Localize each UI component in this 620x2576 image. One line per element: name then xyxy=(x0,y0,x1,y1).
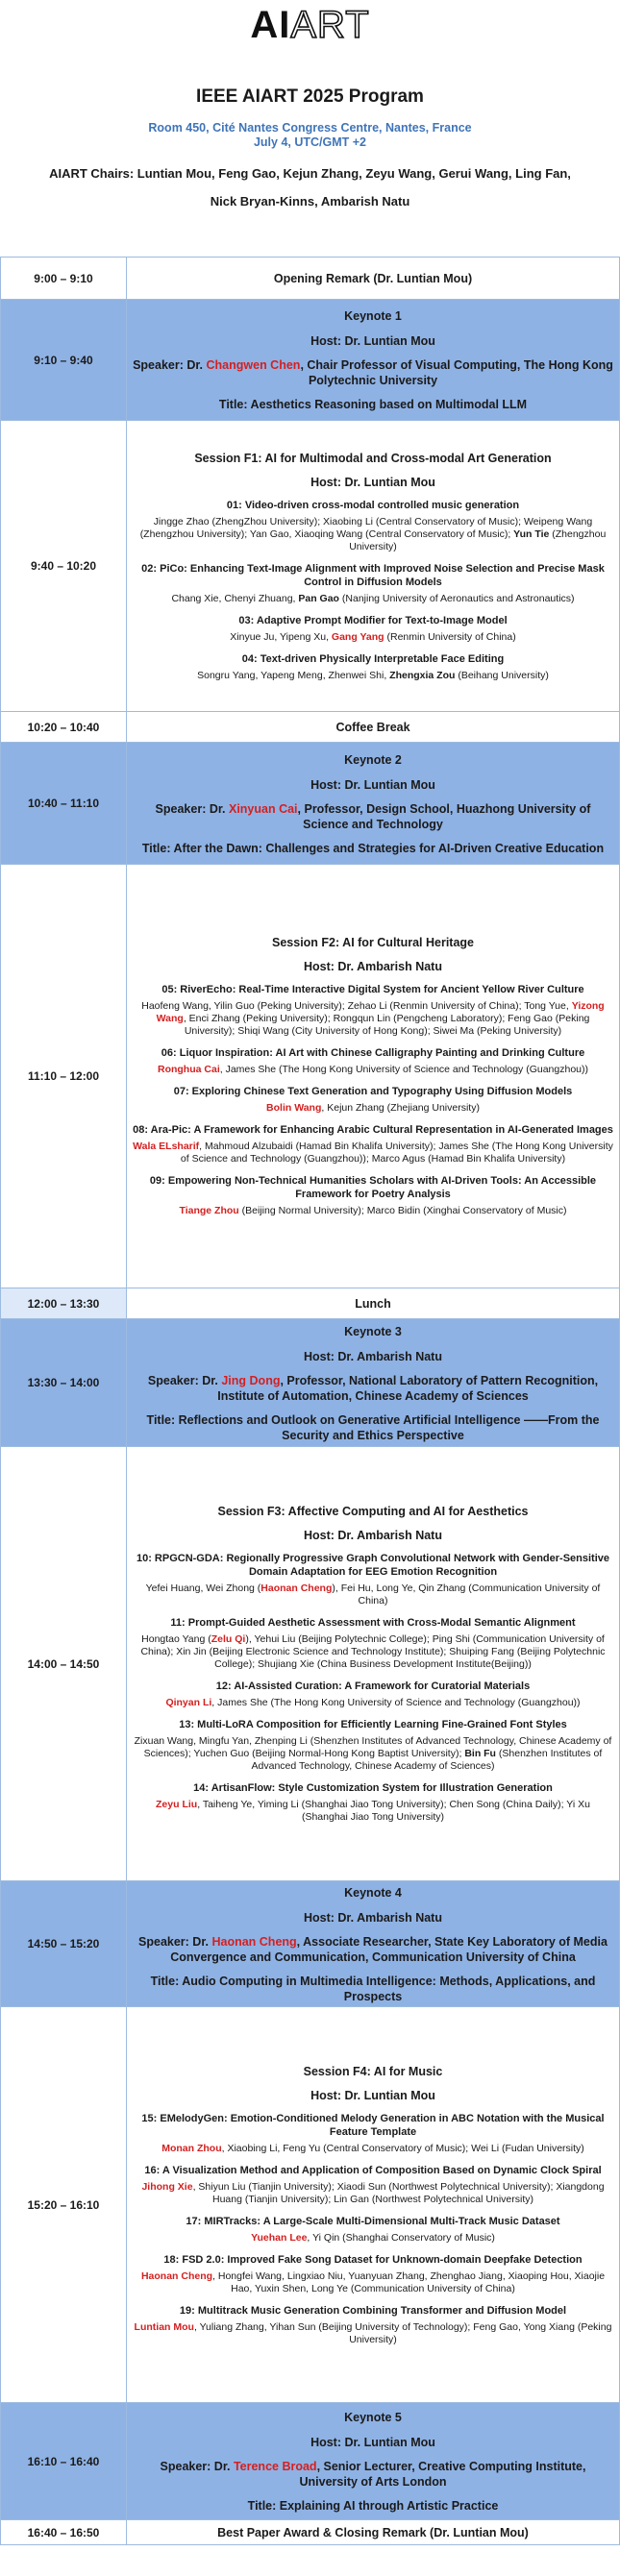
keynote-talk-title: Title: Audio Computing in Multimedia Intelligence: Methods, Applications, and Prospects xyxy=(150,1974,596,2003)
keynote-cell xyxy=(127,2403,620,2520)
paper-title: 16: A Visualization Method and Application of Composition Based on Dynamic Clock Spiral xyxy=(144,2164,602,2176)
paper-authors xyxy=(132,1633,614,1671)
paper-title: 11: Prompt-Guided Aesthetic Assessment with Cross-Modal Semantic Alignment xyxy=(170,1617,576,1629)
keynote-host: Host: Dr. Ambarish Natu xyxy=(303,1910,442,1925)
authors-text: (Renmin University of China) xyxy=(384,630,516,643)
opening-remark: Opening Remark (Dr. Luntian Mou) xyxy=(127,258,620,300)
paper-title: 05: RiverEcho: Real-Time Interactive Digital System for Ancient Yellow River Culture xyxy=(161,984,584,995)
row-session-f3 xyxy=(1,1447,620,1881)
paper-title: 09: Empowering Non-Technical Humanities Scholars with AI-Driven Tools: An Accessible Framework for Poetry Analysis xyxy=(149,1175,597,1200)
chairs-line-1: AIART Chairs: Luntian Mou, Feng Gao, Kejun Zhang, Zeyu Wang, Gerui Wang, Ling Fan, xyxy=(49,166,571,181)
speaker-affiliation: , Professor, Design School, Huazhong University of Science and Technology xyxy=(297,801,591,831)
session-cell xyxy=(127,2007,620,2403)
time-cell: 16:40 – 16:50 xyxy=(1,2520,127,2545)
time-cell: 9:00 – 9:10 xyxy=(1,258,127,300)
paper-authors xyxy=(132,593,614,605)
paper-authors xyxy=(132,2270,614,2295)
paper-authors xyxy=(132,1205,614,1217)
session-title: Session F2: AI for Cultural Heritage xyxy=(272,936,474,949)
row-keynote-2 xyxy=(1,743,620,865)
session-host: Host: Dr. Luntian Mou xyxy=(310,2088,435,2102)
time-cell: 9:40 – 10:20 xyxy=(1,421,127,712)
paper-authors xyxy=(132,1102,614,1115)
session-title: Session F3: Affective Computing and AI for Aesthetics xyxy=(217,1505,529,1518)
presenter-name: Luntian Mou xyxy=(134,2320,194,2333)
speaker-name: Xinyuan Cai xyxy=(228,801,298,816)
paper-authors xyxy=(132,2232,614,2245)
row-coffee-break xyxy=(1,712,620,743)
authors-text: , James She (The Hong Kong University of Science and Technology (Guangzhou)) xyxy=(219,1064,588,1075)
keynote-cell xyxy=(127,300,620,421)
speaker-prefix: Speaker: Dr. xyxy=(160,2460,234,2473)
paper-title: 04: Text-driven Physically Interpretable Face Editing xyxy=(241,652,505,665)
authors-text: (Beijing Normal University); Marco Bidin (Xinghai Conservatory of Music) xyxy=(238,1205,567,1216)
paper-authors xyxy=(132,1735,614,1773)
program-table xyxy=(0,257,620,2545)
presenter-name: Zhengxia Zou xyxy=(389,669,456,681)
time-cell: 10:20 – 10:40 xyxy=(1,712,127,743)
presenter-name: Ronghua Cai xyxy=(157,1064,220,1075)
lunch-break: Lunch xyxy=(127,1288,620,1319)
speaker-name: Terence Broad xyxy=(233,2460,317,2473)
presenter-name: Qinyan Li xyxy=(165,1697,212,1708)
session-host: Host: Dr. Ambarish Natu xyxy=(303,1529,442,1542)
speaker-affiliation: , Chair Professor of Visual Computing, The Hong Kong Polytechnic University xyxy=(300,358,613,387)
presenter-name: Bolin Wang xyxy=(266,1102,322,1114)
keynote-talk-title: Title: Reflections and Outlook on Generative Artificial Intelligence ——From the Security and Ethics Perspective xyxy=(146,1412,600,1442)
presenter-name: Monan Zhou xyxy=(161,2142,222,2154)
speaker-affiliation: , Professor, National Laboratory of Pattern Recognition, Institute of Automation, Chinese Academy of Sciences xyxy=(217,1373,599,1403)
speaker-name: Haonan Cheng xyxy=(211,1934,297,1949)
keynote-cell xyxy=(127,1319,620,1447)
time-cell: 15:20 – 16:10 xyxy=(1,2007,127,2403)
time-cell: 9:10 – 9:40 xyxy=(1,300,127,421)
authors-text: , Hongfei Wang, Lingxiao Niu, Yuanyuan Zhang, Zhenghao Jiang, Xiaoping Hou, Xiaojie Hao, Yuxin Shen, Long Ye (Communication University of China) xyxy=(212,2269,606,2294)
paper-title: 12: AI-Assisted Curation: A Framework for Curatorial Materials xyxy=(215,1681,531,1692)
speaker-prefix: Speaker: Dr. xyxy=(138,1934,212,1949)
authors-text: (Shenzhen Institutes of Advanced Technology, Chinese Academy of Sciences) xyxy=(251,1748,603,1772)
session-title: Session F1: AI for Multimodal and Cross-modal Art Generation xyxy=(194,451,552,465)
venue-date: July 4, UTC/GMT +2 xyxy=(253,135,367,149)
presenter-name: Yuehan Lee xyxy=(251,2231,308,2244)
row-session-f2 xyxy=(1,865,620,1288)
presenter-name: Tiange Zhou xyxy=(179,1205,239,1216)
paper-title: 18: FSD 2.0: Improved Fake Song Dataset for Unknown-domain Deepfake Detection xyxy=(163,2253,583,2266)
authors-text: Songru Yang, Yapeng Meng, Zhenwei Shi, xyxy=(197,669,390,681)
session-cell xyxy=(127,421,620,712)
authors-text: ), Yehui Liu (Beijing Polytechnic College); Ping Shi (Communication University of China); Xin Jin (Beijing Electronic Science and Technology Institute); Shuiping Fang (Beijing Polytechnic College); Shujiang Xie (China Business Development Institute(Beijing)) xyxy=(140,1633,606,1670)
authors-text: , Shiyun Liu (Tianjin University); Xiaodi Sun (Northwest Polytechnical University); Xiangdong Huang (Tianjin University); Lin Gan (Northwest Polytechnical University) xyxy=(192,2180,605,2205)
presenter-name: Haonan Cheng xyxy=(140,2269,213,2282)
keynote-title: Keynote 4 xyxy=(344,1885,402,1900)
presenter-name: Gang Yang xyxy=(331,630,384,643)
keynote-talk-title: Title: After the Dawn: Challenges and Strategies for AI-Driven Creative Education xyxy=(141,841,605,855)
paper-authors xyxy=(132,2181,614,2206)
time-cell: 16:10 – 16:40 xyxy=(1,2403,127,2520)
presenter-name: Zelu Qi xyxy=(211,1633,246,1645)
presenter-name: Wala ELsharif xyxy=(133,1141,200,1152)
row-session-f1 xyxy=(1,421,620,712)
row-keynote-1 xyxy=(1,300,620,421)
row-closing xyxy=(1,2520,620,2545)
speaker-affiliation: , Associate Researcher, State Key Laboratory of Media Convergence and Communication, Communication University of China xyxy=(170,1934,608,1964)
paper-authors xyxy=(132,670,614,682)
paper-authors xyxy=(132,2321,614,2346)
authors-text: (Zhengzhou University) xyxy=(349,527,607,552)
paper-authors xyxy=(132,1141,614,1165)
page-title: IEEE AIART 2025 Program xyxy=(196,86,424,107)
presenter-name: Yun Tie xyxy=(513,527,550,540)
venue-room: Room 450, Cité Nantes Congress Centre, Nantes, France xyxy=(148,121,472,135)
paper-title: 03: Adaptive Prompt Modifier for Text-to-Image Model xyxy=(238,614,508,626)
authors-text: Yefei Huang, Wei Zhong ( xyxy=(145,1582,261,1594)
presenter-name: Pan Gao xyxy=(298,592,339,604)
presenter-name: Jihong Xie xyxy=(141,2180,193,2193)
authors-text: ), Fei Hu, Long Ye, Qin Zhang (Communication University of China) xyxy=(332,1582,601,1607)
keynote-speaker xyxy=(132,357,614,388)
session-title: Session F4: AI for Music xyxy=(303,2064,443,2078)
time-cell: 12:00 – 13:30 xyxy=(1,1288,127,1319)
row-keynote-4 xyxy=(1,1881,620,2007)
authors-text: Hongtao Yang ( xyxy=(141,1633,211,1645)
speaker-name: Jing Dong xyxy=(221,1373,281,1387)
authors-text: (Beihang University) xyxy=(455,669,549,681)
paper-authors xyxy=(132,1582,614,1607)
authors-text: , Kejun Zhang (Zhejiang University) xyxy=(321,1102,480,1114)
keynote-host: Host: Dr. Luntian Mou xyxy=(310,777,435,792)
paper-authors xyxy=(132,1697,614,1709)
row-session-f4 xyxy=(1,2007,620,2403)
keynote-speaker xyxy=(132,1373,614,1404)
time-cell: 14:50 – 15:20 xyxy=(1,1881,127,2007)
authors-text: , Enci Zhang (Peking University); Rongqun Lin (Pengcheng Laboratory); Feng Gao (Peking University); Shiqi Wang (City University of Hong Kong); Siwei Ma (Peking University) xyxy=(183,1013,590,1037)
speaker-prefix: Speaker: Dr. xyxy=(133,358,207,372)
aiart-logo xyxy=(0,0,620,46)
keynote-cell xyxy=(127,743,620,865)
keynote-cell xyxy=(127,1881,620,2007)
row-opening xyxy=(1,258,620,300)
paper-title: 15: EMelodyGen: Emotion-Conditioned Melody Generation in ABC Notation with the Musical Feature Template xyxy=(141,2112,605,2138)
keynote-title: Keynote 2 xyxy=(344,752,402,767)
paper-title: 10: RPGCN-GDA: Regionally Progressive Graph Convolutional Network with Gender-Sensitive Domain Adaptation for EEG Emotion Recognition xyxy=(136,1553,610,1578)
chairs-line-2: Nick Bryan-Kinns, Ambarish Natu xyxy=(210,194,410,209)
paper-authors xyxy=(132,1000,614,1038)
keynote-host: Host: Dr. Ambarish Natu xyxy=(303,1349,442,1363)
paper-authors xyxy=(132,631,614,644)
keynote-host: Host: Dr. Luntian Mou xyxy=(310,334,435,348)
keynote-title: Keynote 1 xyxy=(344,309,402,323)
authors-text: Jingge Zhao (ZhengZhou University); Xiaobing Li (Central Conservatory of Music); Weipeng Wang (Zhengzhou University); Yan Gao, Xiaoqing Wang (Central Conservatory of Music); xyxy=(139,515,593,540)
authors-text: , James She (The Hong Kong University of Science and Technology (Guangzhou)) xyxy=(211,1697,581,1708)
time-cell: 10:40 – 11:10 xyxy=(1,743,127,865)
time-cell: 11:10 – 12:00 xyxy=(1,865,127,1288)
speaker-name: Changwen Chen xyxy=(206,358,301,372)
time-cell: 13:30 – 14:00 xyxy=(1,1319,127,1447)
speaker-prefix: Speaker: Dr. xyxy=(155,801,229,816)
presenter-name: Haonan Cheng xyxy=(260,1582,333,1594)
paper-authors xyxy=(132,1064,614,1076)
authors-text: , Yi Qin (Shanghai Conservatory of Music) xyxy=(307,2231,495,2244)
paper-authors xyxy=(132,516,614,553)
keynote-speaker xyxy=(132,2459,614,2490)
authors-text: Zixuan Wang, Mingfu Yan, Zhenping Li (Shenzhen Institutes of Advanced Technology, Chinese Academy of Sciences); Yuchen Guo (Beijing Normal-Hong Kong Baptist University); xyxy=(134,1735,612,1759)
paper-title: 13: Multi-LoRA Composition for Efficiently Learning Fine-Grained Font Styles xyxy=(179,1719,567,1730)
paper-title: 06: Liquor Inspiration: AI Art with Chinese Calligraphy Painting and Drinking Culture xyxy=(161,1047,585,1059)
chairs-list xyxy=(0,159,620,215)
row-keynote-5 xyxy=(1,2403,620,2520)
presenter-name: Bin Fu xyxy=(464,1748,496,1759)
keynote-title: Keynote 5 xyxy=(344,2411,402,2424)
paper-title: 07: Exploring Chinese Text Generation and Typography Using Diffusion Models xyxy=(173,1086,573,1097)
authors-text: , Mahmoud Alzubaidi (Hamad Bin Khalifa University); James She (The Hong Kong University of Science and Technology (Guangzhou)); Marco Agus (Hamad Bin Khalifa University) xyxy=(180,1141,613,1165)
speaker-prefix: Speaker: Dr. xyxy=(147,1373,222,1387)
paper-title: 02: PiCo: Enhancing Text-Image Alignment with Improved Noise Selection and Precise Mask Control in Diffusion Models xyxy=(141,562,605,588)
keynote-host: Host: Dr. Luntian Mou xyxy=(310,2436,435,2449)
paper-title: 08: Ara-Pic: A Framework for Enhancing Arabic Cultural Representation in AI-Generated Images xyxy=(133,1124,613,1136)
paper-title: 01: Video-driven cross-modal controlled music generation xyxy=(226,499,520,511)
paper-title: 19: Multitrack Music Generation Combining Transformer and Diffusion Model xyxy=(179,2304,567,2317)
keynote-speaker xyxy=(132,1934,614,1965)
speaker-affiliation: , Senior Lecturer, Creative Computing Institute, University of Arts London xyxy=(299,2460,586,2489)
paper-title: 14: ArtisanFlow: Style Customization System for Illustration Generation xyxy=(193,1782,553,1794)
authors-text: , Taiheng Ye, Yiming Li (Shanghai Jiao Tong University); Chen Song (China Daily); Yi Xu (Shanghai Jiao Tong University) xyxy=(197,1799,590,1823)
venue-info xyxy=(0,121,620,150)
session-host: Host: Dr. Luntian Mou xyxy=(310,475,435,489)
keynote-talk-title: Title: Explaining AI through Artistic Practice xyxy=(247,2499,499,2513)
authors-text: , Xiaobing Li, Feng Yu (Central Conservatory of Music); Wei Li (Fudan University) xyxy=(221,2142,584,2154)
session-cell xyxy=(127,865,620,1288)
keynote-title: Keynote 3 xyxy=(344,1324,402,1338)
row-keynote-3 xyxy=(1,1319,620,1447)
time-cell: 14:00 – 14:50 xyxy=(1,1447,127,1881)
row-lunch xyxy=(1,1288,620,1319)
paper-authors xyxy=(132,1799,614,1824)
authors-text: Haofeng Wang, Yilin Guo (Peking University); Zehao Li (Renmin University of China); Tong Yue, xyxy=(141,1000,572,1012)
presenter-name: Zeyu Liu xyxy=(156,1799,198,1810)
authors-text: (Nanjing University of Aeronautics and Astronautics) xyxy=(338,592,575,604)
session-cell xyxy=(127,1447,620,1881)
authors-text: , Yuliang Zhang, Yihan Sun (Beijing University of Technology); Feng Gao, Yong Xiang (Peking University) xyxy=(193,2320,612,2345)
keynote-talk-title: Title: Aesthetics Reasoning based on Multimodal LLM xyxy=(218,398,528,411)
closing-remark: Best Paper Award & Closing Remark (Dr. Luntian Mou) xyxy=(127,2520,620,2545)
logo-ai-text: AI xyxy=(250,4,291,46)
coffee-break: Coffee Break xyxy=(127,712,620,743)
presenter-name: Yizong Wang xyxy=(156,1000,605,1024)
session-host: Host: Dr. Ambarish Natu xyxy=(303,960,442,973)
paper-title: 17: MIRTracks: A Large-Scale Multi-Dimensional Multi-Track Music Dataset xyxy=(186,2215,560,2227)
paper-authors xyxy=(132,2143,614,2155)
authors-text: Xinyue Ju, Yipeng Xu, xyxy=(230,630,332,643)
logo-art-text: ART xyxy=(290,4,370,46)
authors-text: Chang Xie, Chenyi Zhuang, xyxy=(171,592,299,604)
keynote-speaker xyxy=(132,801,614,832)
